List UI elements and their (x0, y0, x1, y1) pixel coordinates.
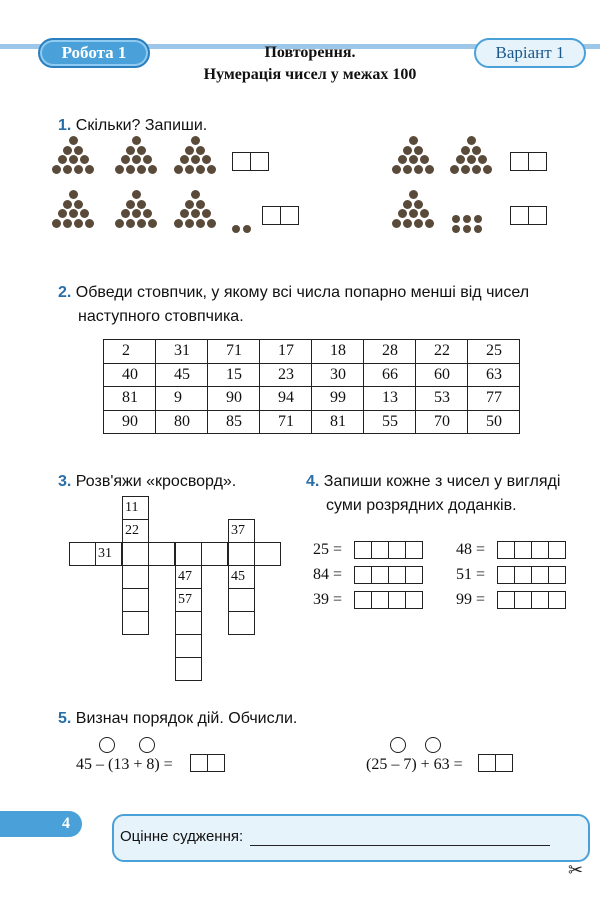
counting-dot (85, 165, 94, 174)
answer-cell[interactable] (510, 152, 529, 171)
equation-label: 39 = (313, 591, 343, 608)
crossword-cell[interactable] (122, 611, 149, 635)
counting-dot (132, 155, 141, 164)
answer-cell[interactable] (388, 591, 406, 609)
counting-dot (137, 219, 146, 228)
equation-label: 99 = (456, 591, 486, 608)
answer-cell[interactable] (371, 541, 389, 559)
counting-dot (143, 155, 152, 164)
table-cell: 28 (364, 340, 416, 364)
counting-dot (414, 165, 423, 174)
counting-dot (207, 165, 216, 174)
expression-1-answer[interactable] (190, 754, 224, 772)
task-5-number: 5. (58, 710, 72, 727)
crossword-cell[interactable]: 22 (122, 519, 149, 543)
counting-dot (403, 146, 412, 155)
answer-cell[interactable] (280, 206, 299, 225)
table-cell: 15 (208, 363, 260, 387)
counting-dot (392, 165, 401, 174)
task-4-line-2: суми розрядних доданків. (326, 497, 517, 514)
answer-cell[interactable] (528, 152, 547, 171)
counting-dot (185, 165, 194, 174)
counting-dot (392, 219, 401, 228)
equation-label: 84 = (313, 566, 343, 583)
crossword-cell[interactable]: 47 (175, 565, 202, 589)
task-5-text: Визнач порядок дій. Обчисли. (75, 710, 298, 727)
task-4-number: 4. (306, 473, 320, 490)
order-circle[interactable] (425, 737, 441, 753)
table-cell: 81 (312, 410, 364, 434)
table-cell: 9 (156, 387, 208, 411)
table-cell: 22 (416, 340, 468, 364)
digit-cells[interactable] (497, 566, 565, 584)
answer-cell[interactable] (405, 566, 423, 584)
digit-cells[interactable] (354, 591, 422, 609)
counting-dot (207, 219, 216, 228)
task-2-line-2: наступного стовпчика. (78, 308, 244, 325)
answer-cell[interactable] (388, 541, 406, 559)
crossword-cell[interactable]: 45 (228, 565, 255, 589)
table-cell: 63 (468, 363, 520, 387)
counting-dot (69, 209, 78, 218)
answer-cells-3[interactable] (262, 206, 298, 225)
table-cell: 31 (156, 340, 208, 364)
expression-2: (25 – 7) + 63 = (366, 756, 463, 773)
counting-dot (196, 200, 205, 209)
table-cell: 13 (364, 387, 416, 411)
table-cell: 18 (312, 340, 364, 364)
table-cell: 66 (364, 363, 416, 387)
variant-badge: Варіант 1 (474, 38, 586, 68)
answer-cells-1[interactable] (232, 152, 268, 171)
answer-cell[interactable] (371, 566, 389, 584)
answer-cell[interactable] (497, 566, 515, 584)
answer-cell[interactable] (497, 541, 515, 559)
counting-dot (472, 146, 481, 155)
answer-cell[interactable] (514, 541, 532, 559)
answer-cell[interactable] (548, 541, 566, 559)
crossword-cell[interactable] (122, 542, 149, 566)
counting-dot (414, 146, 423, 155)
answer-cell[interactable] (531, 591, 549, 609)
counting-dot (74, 165, 83, 174)
counting-dot (85, 219, 94, 228)
counting-dot (456, 155, 465, 164)
title-line-1: Повторення. (264, 44, 356, 61)
crossword-cell[interactable] (201, 542, 228, 566)
crossword-cell[interactable]: 11 (122, 496, 149, 520)
counting-dot (148, 165, 157, 174)
page-title (150, 42, 470, 86)
answer-cell[interactable] (531, 541, 549, 559)
counting-dot (472, 165, 481, 174)
crossword-cell[interactable] (228, 611, 255, 635)
counting-dot (115, 165, 124, 174)
counting-dot (403, 200, 412, 209)
counting-dot (474, 225, 482, 233)
counting-dot (174, 165, 183, 174)
counting-dot (137, 146, 146, 155)
crossword-cell[interactable]: 57 (175, 588, 202, 612)
crossword-cell[interactable] (228, 588, 255, 612)
counting-dot (63, 219, 72, 228)
counting-dot (467, 136, 476, 145)
counting-dot (450, 165, 459, 174)
table-cell: 99 (312, 387, 364, 411)
table-cell: 2 (104, 340, 156, 364)
counting-dot (121, 209, 130, 218)
crossword-cell[interactable] (122, 588, 149, 612)
counting-dot (196, 165, 205, 174)
task-4-heading (306, 470, 560, 518)
counting-dot (403, 165, 412, 174)
answer-cell[interactable] (514, 566, 532, 584)
crossword-cell[interactable] (254, 542, 281, 566)
counting-dot (409, 155, 418, 164)
number-table (103, 339, 520, 434)
table-row[interactable] (104, 340, 520, 364)
table-cell: 23 (260, 363, 312, 387)
crossword-cell[interactable] (175, 634, 202, 658)
table-cell: 71 (208, 340, 260, 364)
assessment-line[interactable] (250, 845, 550, 846)
counting-dot (63, 146, 72, 155)
counting-dot (483, 165, 492, 174)
task-3-heading (58, 470, 236, 494)
task-3-text: Розв'яжи «кросворд». (75, 473, 237, 490)
table-cell: 40 (104, 363, 156, 387)
table-cell: 30 (312, 363, 364, 387)
counting-dot (191, 136, 200, 145)
answer-cell[interactable] (531, 566, 549, 584)
counting-dot (191, 209, 200, 218)
scissors-icon: ✂ (568, 860, 584, 881)
answer-cell[interactable] (190, 754, 208, 772)
order-circle[interactable] (139, 737, 155, 753)
answer-cell[interactable] (548, 566, 566, 584)
counting-dot (69, 190, 78, 199)
counting-dot (409, 190, 418, 199)
counting-dot (80, 155, 89, 164)
crossword-cell[interactable]: 37 (228, 519, 255, 543)
counting-dot (126, 165, 135, 174)
table-cell: 55 (364, 410, 416, 434)
counting-dot (232, 225, 240, 233)
counting-dot (63, 200, 72, 209)
counting-dot (414, 219, 423, 228)
counting-dot (461, 146, 470, 155)
table-cell: 25 (468, 340, 520, 364)
counting-dot (409, 136, 418, 145)
counting-dot (137, 200, 146, 209)
counting-dot (463, 225, 471, 233)
task-1-text: Скільки? Запиши. (75, 117, 208, 134)
answer-cell[interactable] (478, 754, 496, 772)
counting-dot (63, 165, 72, 174)
answer-cell[interactable] (495, 754, 513, 772)
table-cell: 50 (468, 410, 520, 434)
crossword-cell[interactable] (175, 657, 202, 681)
counting-dot (185, 146, 194, 155)
answer-cell[interactable] (528, 206, 547, 225)
counting-dot (414, 200, 423, 209)
crossword-cell[interactable] (175, 542, 202, 566)
counting-dot (478, 155, 487, 164)
assessment-label: Оцінне судження: (120, 828, 244, 845)
counting-dot (115, 219, 124, 228)
title-line-2: Нумерація чисел у межах 100 (203, 66, 417, 83)
counting-dot (58, 155, 67, 164)
work-number-badge: Робота 1 (38, 38, 150, 68)
digit-cells[interactable] (497, 541, 565, 559)
order-circle[interactable] (99, 737, 115, 753)
table-cell: 60 (416, 363, 468, 387)
counting-dot (74, 219, 83, 228)
equation-label: 25 = (313, 541, 343, 558)
table-cell: 85 (208, 410, 260, 434)
counting-dot (191, 190, 200, 199)
counting-dot (420, 209, 429, 218)
table-row[interactable] (104, 387, 520, 411)
task-4-line-1: Запиши кожне з чисел у вигляді (323, 473, 561, 490)
counting-dot (202, 209, 211, 218)
expression-1: 45 – (13 + 8) = (76, 756, 173, 773)
task-2-line-1: Обведи стовпчик, у якому всі числа попарно менші від чисел (75, 284, 530, 301)
answer-cell[interactable] (514, 591, 532, 609)
answer-cell[interactable] (354, 541, 372, 559)
counting-dot (58, 209, 67, 218)
digit-cells[interactable] (497, 591, 565, 609)
table-cell: 90 (104, 410, 156, 434)
counting-dot (132, 209, 141, 218)
answer-cell[interactable] (548, 591, 566, 609)
counting-dot (174, 219, 183, 228)
counting-dot (69, 136, 78, 145)
crossword-cell[interactable] (148, 542, 175, 566)
counting-dot (409, 209, 418, 218)
counting-dot (185, 219, 194, 228)
answer-cell[interactable] (510, 206, 529, 225)
counting-dot (196, 219, 205, 228)
counting-dot (121, 155, 130, 164)
answer-cell[interactable] (354, 566, 372, 584)
task-2-heading (58, 281, 529, 329)
counting-dot (398, 209, 407, 218)
table-cell: 94 (260, 387, 312, 411)
task-1-heading (58, 114, 207, 138)
table-cell: 71 (260, 410, 312, 434)
order-circle[interactable] (390, 737, 406, 753)
counting-dot (132, 190, 141, 199)
counting-dot (202, 155, 211, 164)
counting-dot (52, 165, 61, 174)
table-row[interactable] (104, 410, 520, 434)
answer-cell[interactable] (405, 591, 423, 609)
counting-dot (180, 155, 189, 164)
counting-dot (185, 200, 194, 209)
task-1-number: 1. (58, 117, 72, 134)
counting-dot (463, 215, 471, 223)
counting-dot (191, 155, 200, 164)
counting-dot (180, 209, 189, 218)
counting-dot (137, 165, 146, 174)
answer-cell[interactable] (232, 152, 251, 171)
counting-dot (74, 200, 83, 209)
counting-dot (126, 146, 135, 155)
expression-2-answer[interactable] (478, 754, 512, 772)
task-3-number: 3. (58, 473, 72, 490)
digit-cells[interactable] (354, 566, 422, 584)
counting-dot (425, 219, 434, 228)
table-cell: 17 (260, 340, 312, 364)
task-5-heading (58, 707, 297, 731)
answer-cells-2[interactable] (510, 152, 546, 171)
table-cell: 81 (104, 387, 156, 411)
counting-dot (467, 155, 476, 164)
counting-dot (52, 219, 61, 228)
answer-cell[interactable] (497, 591, 515, 609)
counting-dot (80, 209, 89, 218)
answer-cell[interactable] (207, 754, 225, 772)
answer-cell[interactable] (388, 566, 406, 584)
counting-dot (126, 200, 135, 209)
counting-dot (196, 146, 205, 155)
table-cell: 45 (156, 363, 208, 387)
counting-dot (132, 136, 141, 145)
table-cell: 90 (208, 387, 260, 411)
equation-label: 51 = (456, 566, 486, 583)
counting-dot (143, 209, 152, 218)
counting-dot (126, 219, 135, 228)
counting-dot (403, 219, 412, 228)
answer-cell[interactable] (354, 591, 372, 609)
answer-cell[interactable] (371, 591, 389, 609)
page-number: 4 (0, 811, 82, 837)
counting-dot (148, 219, 157, 228)
digit-cells[interactable] (354, 541, 422, 559)
table-cell: 80 (156, 410, 208, 434)
counting-dot (425, 165, 434, 174)
equation-label: 48 = (456, 541, 486, 558)
answer-cells-4[interactable] (510, 206, 546, 225)
answer-cell[interactable] (405, 541, 423, 559)
counting-dot (420, 155, 429, 164)
counting-dot (69, 155, 78, 164)
answer-cell[interactable] (250, 152, 269, 171)
counting-dot (74, 146, 83, 155)
table-row[interactable] (104, 363, 520, 387)
counting-dot (398, 155, 407, 164)
crossword-cell[interactable] (69, 542, 96, 566)
counting-dot (461, 165, 470, 174)
answer-cell[interactable] (262, 206, 281, 225)
counting-dot (474, 215, 482, 223)
crossword-cell[interactable] (228, 542, 255, 566)
task-2-number: 2. (58, 284, 72, 301)
table-cell: 53 (416, 387, 468, 411)
crossword-cell[interactable] (175, 611, 202, 635)
crossword-cell[interactable]: 31 (95, 542, 122, 566)
counting-dot (452, 225, 460, 233)
table-cell: 77 (468, 387, 520, 411)
counting-dot (452, 215, 460, 223)
table-cell: 70 (416, 410, 468, 434)
crossword-cell[interactable] (122, 565, 149, 589)
counting-dot (243, 225, 251, 233)
